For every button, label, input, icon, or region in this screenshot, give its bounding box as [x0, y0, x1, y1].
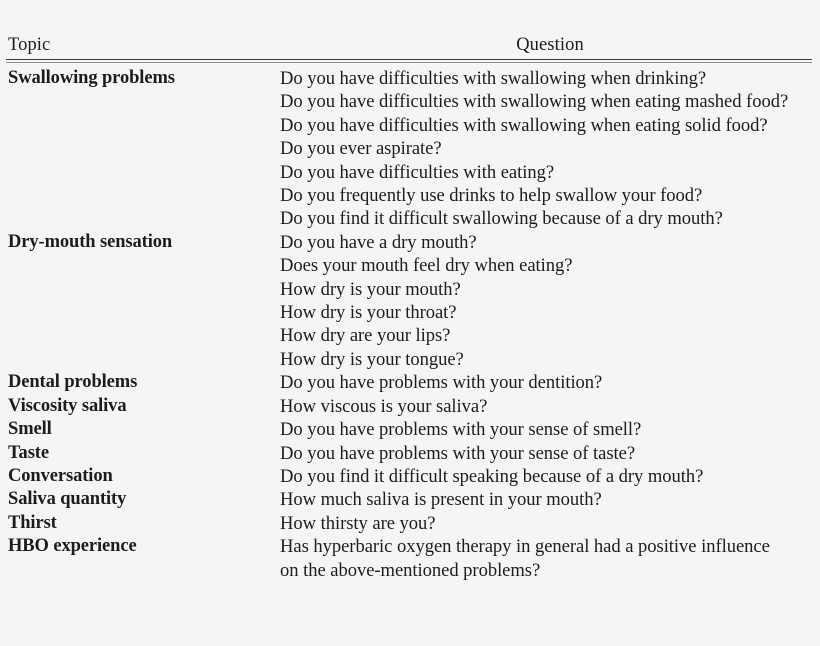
question-text: Do you have difficulties with swallowing when eating mashed food?: [280, 91, 789, 113]
question-text: How dry is your mouth?: [280, 278, 461, 300]
topic-cell: Saliva quantity: [8, 489, 127, 510]
topic-cell: Taste: [8, 442, 49, 463]
question-text: Do you have difficulties with swallowing when eating solid food?: [280, 114, 768, 136]
question-text: Do you ever aspirate?: [280, 138, 442, 160]
column-header-question: Question: [516, 35, 584, 55]
topic-cell: HBO experience: [8, 536, 137, 557]
question-text: Do you find it difficult swallowing because of a dry mouth?: [280, 208, 723, 230]
table-body: [0, 62, 820, 582]
question-text: Do you have difficulties with eating?: [280, 161, 555, 183]
table-row: [0, 371, 820, 394]
question-text: Do you have a dry mouth?: [280, 231, 477, 253]
question-cell: [280, 231, 820, 371]
question-cell: [280, 67, 820, 231]
topic-cell: Conversation: [8, 465, 113, 486]
topic-cell: Dry-mouth sensation: [8, 231, 173, 252]
question-text: How viscous is your saliva?: [280, 395, 488, 417]
question-text: Do you have problems with your sense of taste?: [280, 442, 636, 464]
question-text: Do you frequently use drinks to help swallow your food?: [280, 185, 703, 207]
column-header-topic: Topic: [8, 35, 51, 55]
table-row: [0, 488, 820, 511]
topic-cell: Dental problems: [8, 372, 138, 393]
question-text: How much saliva is present in your mouth?: [280, 489, 602, 511]
topic-cell: Viscosity saliva: [8, 395, 127, 416]
question-text: Has hyperbaric oxygen therapy in general had a positive influence on the above-mentioned problems?: [280, 536, 770, 581]
question-cell: [280, 442, 820, 465]
question-text: Do you find it difficult speaking because of a dry mouth?: [280, 465, 704, 487]
topic-cell: Thirst: [8, 512, 57, 533]
question-cell: [280, 512, 820, 535]
table-row: [0, 512, 820, 535]
table-row: [0, 418, 820, 441]
question-cell: [280, 418, 820, 441]
question-text: Do you have problems with your sense of smell?: [280, 419, 642, 441]
topic-cell: Swallowing problems: [8, 68, 175, 88]
question-text: How dry is your throat?: [280, 302, 457, 324]
table-row: [0, 442, 820, 465]
table-row: [0, 231, 820, 371]
question-text: How dry are your lips?: [280, 325, 451, 347]
question-cell: [280, 395, 820, 418]
topic-cell: Smell: [8, 419, 52, 440]
question-text: How dry is your tongue?: [280, 348, 464, 370]
question-text: Do you have difficulties with swallowing when drinking?: [280, 68, 707, 89]
question-text: Does your mouth feel dry when eating?: [280, 255, 573, 277]
question-text: Do you have problems with your dentition?: [280, 372, 603, 394]
table-row: [0, 67, 820, 231]
table-header-row: [0, 0, 820, 62]
question-cell: [280, 535, 820, 582]
question-text: How thirsty are you?: [280, 512, 436, 534]
table-row: [0, 465, 820, 488]
table-row: [0, 535, 820, 582]
table-row: [0, 395, 820, 418]
question-cell: [280, 465, 820, 488]
header-divider-rule: [6, 59, 812, 60]
question-cell: [280, 488, 820, 511]
question-cell: [280, 371, 820, 394]
